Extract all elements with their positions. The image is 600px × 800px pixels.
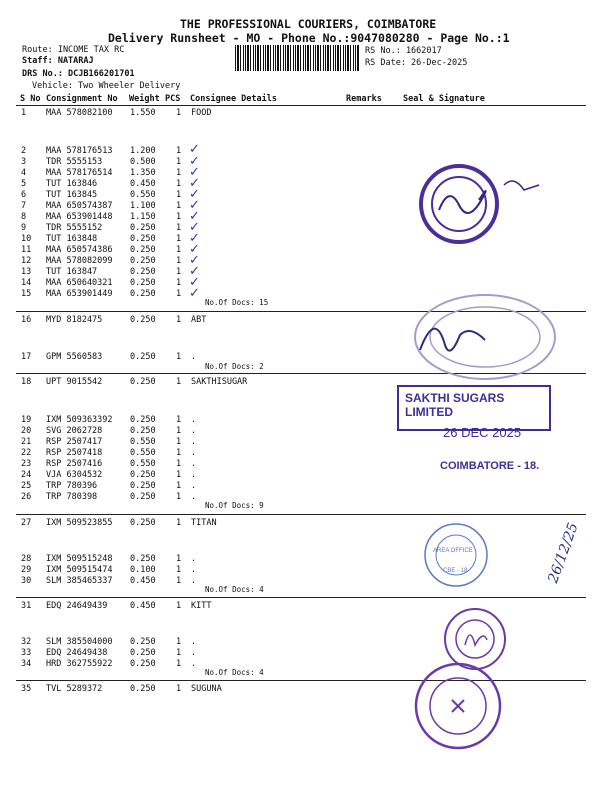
col-seal: Seal & Signature [403, 94, 485, 104]
col-sno: S No [20, 94, 41, 104]
row-consignment: TUT 163848 [46, 234, 98, 244]
titan-round-stamp [418, 520, 498, 590]
row-pcs: 1 [176, 648, 182, 658]
doc-count: No.Of Docs: 15 [205, 298, 269, 307]
row-sno: 27 [21, 518, 32, 528]
check-icon: ✓ [189, 198, 200, 213]
row-sno: 17 [21, 352, 32, 362]
row-weight: 0.250 [130, 352, 156, 362]
row-consignee: . [191, 659, 197, 669]
row-consignment: EDQ 24649439 [46, 601, 108, 611]
row-sno: 3 [21, 157, 27, 167]
row-weight: 0.550 [130, 448, 156, 458]
check-icon: ✓ [189, 253, 200, 268]
row-pcs: 1 [176, 179, 182, 189]
row-consignee: SAKTHISUGAR [191, 377, 248, 387]
row-pcs: 1 [176, 201, 182, 211]
row-weight: 0.250 [130, 267, 156, 277]
row-weight: 0.550 [130, 437, 156, 447]
round-seal-stamp-1 [404, 160, 544, 250]
drs-number: DRS No.: DCJB166201701 [22, 69, 135, 79]
row-consignment: HRD 362755922 [46, 659, 113, 669]
row-pcs: 1 [176, 212, 182, 222]
staff-label: Staff: NATARAJ [22, 56, 94, 66]
check-icon: ✓ [189, 176, 200, 191]
row-pcs: 1 [176, 352, 182, 362]
row-weight: 0.250 [130, 415, 156, 425]
row-sno: 26 [21, 492, 32, 502]
doc-count: No.Of Docs: 4 [205, 668, 264, 677]
row-weight: 0.450 [130, 179, 156, 189]
check-icon: ✓ [189, 242, 200, 257]
rs-number: RS No.: 1662017 [365, 46, 442, 56]
row-consignment: MAA 653901448 [46, 212, 113, 222]
row-consignment: MAA 578176513 [46, 146, 113, 156]
row-weight: 0.250 [130, 234, 156, 244]
row-consignee: . [191, 565, 197, 575]
row-pcs: 1 [176, 659, 182, 669]
row-consignee: . [191, 470, 197, 480]
row-pcs: 1 [176, 684, 182, 694]
row-sno: 22 [21, 448, 32, 458]
purple-round-stamp-2 [412, 660, 507, 755]
check-icon: ✓ [189, 264, 200, 279]
row-consignment: MAA 653901449 [46, 289, 113, 299]
row-pcs: 1 [176, 492, 182, 502]
row-pcs: 1 [176, 245, 182, 255]
row-pcs: 1 [176, 565, 182, 575]
row-consignment: SVG 2062728 [46, 426, 103, 436]
row-pcs: 1 [176, 146, 182, 156]
document-title: THE PROFESSIONAL COURIERS, COIMBATORE [180, 17, 437, 31]
row-consignment: MAA 650640321 [46, 278, 113, 288]
doc-count: No.Of Docs: 2 [205, 362, 264, 371]
row-pcs: 1 [176, 267, 182, 277]
row-consignee: . [191, 637, 197, 647]
row-consignment: TUT 163846 [46, 179, 98, 189]
row-sno: 13 [21, 267, 32, 277]
row-weight: 0.250 [130, 426, 156, 436]
row-sno: 21 [21, 437, 32, 447]
row-pcs: 1 [176, 637, 182, 647]
barcode [235, 45, 360, 71]
row-consignment: SLM 385465337 [46, 576, 113, 586]
row-consignee: . [191, 648, 197, 658]
row-consignee: . [191, 554, 197, 564]
row-sno: 4 [21, 168, 27, 178]
row-pcs: 1 [176, 289, 182, 299]
row-sno: 15 [21, 289, 32, 299]
row-consignment: UPT 9015542 [46, 377, 103, 387]
row-pcs: 1 [176, 481, 182, 491]
document-subtitle: Delivery Runsheet - MO - Phone No.:9047080280 - Page No.:1 [108, 31, 510, 45]
row-weight: 0.250 [130, 492, 156, 502]
row-sno: 23 [21, 459, 32, 469]
row-consignee: . [191, 492, 197, 502]
row-weight: 0.250 [130, 470, 156, 480]
row-consignment: MAA 650574386 [46, 245, 113, 255]
row-sno: 12 [21, 256, 32, 266]
row-sno: 6 [21, 190, 27, 200]
row-weight: 0.250 [130, 245, 156, 255]
row-pcs: 1 [176, 157, 182, 167]
check-icon: ✓ [189, 286, 200, 301]
row-pcs: 1 [176, 576, 182, 586]
row-consignment: IXM 509523855 [46, 518, 113, 528]
row-divider [16, 514, 586, 515]
row-consignment: MAA 578082100 [46, 108, 113, 118]
row-sno: 24 [21, 470, 32, 480]
titan-stamp-area: AREA OFFICE [433, 548, 473, 554]
row-consignment: TUT 163845 [46, 190, 98, 200]
row-weight: 0.250 [130, 554, 156, 564]
row-consignee: FOOD [191, 108, 212, 118]
row-weight: 0.250 [130, 315, 156, 325]
row-sno: 34 [21, 659, 32, 669]
row-pcs: 1 [176, 223, 182, 233]
row-pcs: 1 [176, 168, 182, 178]
check-icon: ✓ [189, 231, 200, 246]
row-consignment: TRP 780398 [46, 492, 98, 502]
row-weight: 0.550 [130, 190, 156, 200]
col-weight: Weight [129, 94, 160, 104]
row-sno: 14 [21, 278, 32, 288]
row-sno: 35 [21, 684, 32, 694]
row-consignment: MAA 578082099 [46, 256, 113, 266]
check-icon: ✓ [189, 220, 200, 235]
row-sno: 33 [21, 648, 32, 658]
row-weight: 0.450 [130, 576, 156, 586]
row-consignee: SUGUNA [191, 684, 222, 694]
row-weight: 0.250 [130, 223, 156, 233]
row-consignment: VJA 6304532 [46, 470, 103, 480]
row-consignment: MYD 8182475 [46, 315, 103, 325]
row-pcs: 1 [176, 459, 182, 469]
check-icon: ✓ [189, 142, 200, 157]
row-divider [16, 105, 586, 106]
check-icon: ✓ [189, 209, 200, 224]
row-consignee: . [191, 426, 197, 436]
row-pcs: 1 [176, 377, 182, 387]
row-consignment: MAA 650574387 [46, 201, 113, 211]
row-consignee: . [191, 459, 197, 469]
row-sno: 8 [21, 212, 27, 222]
sakthi-stamp-city: COIMBATORE - 18. [440, 460, 540, 472]
col-pcs: PCS [165, 94, 181, 104]
row-consignee: . [191, 352, 197, 362]
row-weight: 0.250 [130, 481, 156, 491]
row-consignment: GPM 5560583 [46, 352, 103, 362]
row-pcs: 1 [176, 470, 182, 480]
row-weight: 0.550 [130, 459, 156, 469]
row-consignee: TITAN [191, 518, 217, 528]
row-consignment: TDR 5555152 [46, 223, 103, 233]
row-weight: 0.100 [130, 565, 156, 575]
row-sno: 5 [21, 179, 27, 189]
row-consignment: TRP 780396 [46, 481, 98, 491]
row-weight: 0.500 [130, 157, 156, 167]
row-weight: 0.250 [130, 637, 156, 647]
col-remarks: Remarks [346, 94, 382, 104]
row-consignment: TUT 163847 [46, 267, 98, 277]
sakthi-stamp-date: 26 DEC 2025 [443, 425, 522, 440]
row-weight: 0.250 [130, 659, 156, 669]
row-consignment: TVL 5289372 [46, 684, 103, 694]
row-consignment: SLM 385504000 [46, 637, 113, 647]
row-weight: 0.450 [130, 601, 156, 611]
row-weight: 0.250 [130, 289, 156, 299]
row-divider [16, 597, 586, 598]
row-consignment: IXM 509515248 [46, 554, 113, 564]
doc-count: No.Of Docs: 9 [205, 501, 264, 510]
sakthi-sugars-stamp [397, 385, 551, 440]
row-sno: 20 [21, 426, 32, 436]
row-sno: 25 [21, 481, 32, 491]
titan-stamp-code: CBE - 18 [443, 568, 468, 574]
row-sno: 10 [21, 234, 32, 244]
row-consignment: RSP 2507418 [46, 448, 103, 458]
row-pcs: 1 [176, 601, 182, 611]
row-consignment: EDQ 24649438 [46, 648, 108, 658]
row-sno: 29 [21, 565, 32, 575]
row-consignee: . [191, 437, 197, 447]
row-consignment: TDR 5555153 [46, 157, 103, 167]
row-consignment: RSP 2507417 [46, 437, 103, 447]
row-sno: 2 [21, 146, 27, 156]
row-pcs: 1 [176, 554, 182, 564]
row-sno: 7 [21, 201, 27, 211]
row-consignment: IXM 509363392 [46, 415, 113, 425]
row-consignee: ABT [191, 315, 207, 325]
row-pcs: 1 [176, 315, 182, 325]
col-consignee: Consignee Details [190, 94, 277, 104]
row-weight: 1.150 [130, 212, 156, 222]
sakthi-stamp-name: SAKTHI SUGARS LIMITED [405, 391, 505, 419]
row-consignee: . [191, 481, 197, 491]
row-weight: 0.250 [130, 256, 156, 266]
row-weight: 0.250 [130, 518, 156, 528]
row-sno: 19 [21, 415, 32, 425]
vehicle-label: Vehicle: Two Wheeler Delivery [32, 81, 181, 91]
row-consignment: MAA 578176514 [46, 168, 113, 178]
handwritten-date: 26/12/25 [545, 520, 582, 586]
row-pcs: 1 [176, 234, 182, 244]
row-weight: 0.250 [130, 278, 156, 288]
row-sno: 9 [21, 223, 27, 233]
row-weight: 1.350 [130, 168, 156, 178]
row-weight: 1.200 [130, 146, 156, 156]
row-consignee: . [191, 448, 197, 458]
row-pcs: 1 [176, 437, 182, 447]
row-weight: 0.250 [130, 684, 156, 694]
row-sno: 18 [21, 377, 32, 387]
row-pcs: 1 [176, 518, 182, 528]
row-weight: 0.250 [130, 648, 156, 658]
row-weight: 1.550 [130, 108, 156, 118]
row-sno: 16 [21, 315, 32, 325]
row-consignee: KITT [191, 601, 212, 611]
row-consignee: . [191, 415, 197, 425]
row-weight: 0.250 [130, 377, 156, 387]
rs-date: RS Date: 26-Dec-2025 [365, 58, 468, 68]
row-consignment: RSP 2507416 [46, 459, 103, 469]
row-consignee: . [191, 576, 197, 586]
doc-count: No.Of Docs: 4 [205, 585, 264, 594]
row-sno: 11 [21, 245, 32, 255]
row-pcs: 1 [176, 190, 182, 200]
row-pcs: 1 [176, 256, 182, 266]
check-icon: ✓ [189, 187, 200, 202]
row-consignment: IXM 509515474 [46, 565, 113, 575]
row-sno: 30 [21, 576, 32, 586]
row-sno: 32 [21, 637, 32, 647]
check-icon: ✓ [189, 275, 200, 290]
check-icon: ✓ [189, 165, 200, 180]
col-consignment: Consignment No [46, 94, 118, 104]
row-pcs: 1 [176, 426, 182, 436]
row-sno: 31 [21, 601, 32, 611]
row-sno: 1 [21, 108, 27, 118]
row-pcs: 1 [176, 415, 182, 425]
route-label: Route: INCOME TAX RC [22, 45, 125, 55]
row-sno: 28 [21, 554, 32, 564]
oval-stamp-2 [410, 290, 560, 385]
row-pcs: 1 [176, 108, 182, 118]
check-icon: ✓ [189, 154, 200, 169]
row-weight: 1.100 [130, 201, 156, 211]
row-pcs: 1 [176, 448, 182, 458]
row-pcs: 1 [176, 278, 182, 288]
